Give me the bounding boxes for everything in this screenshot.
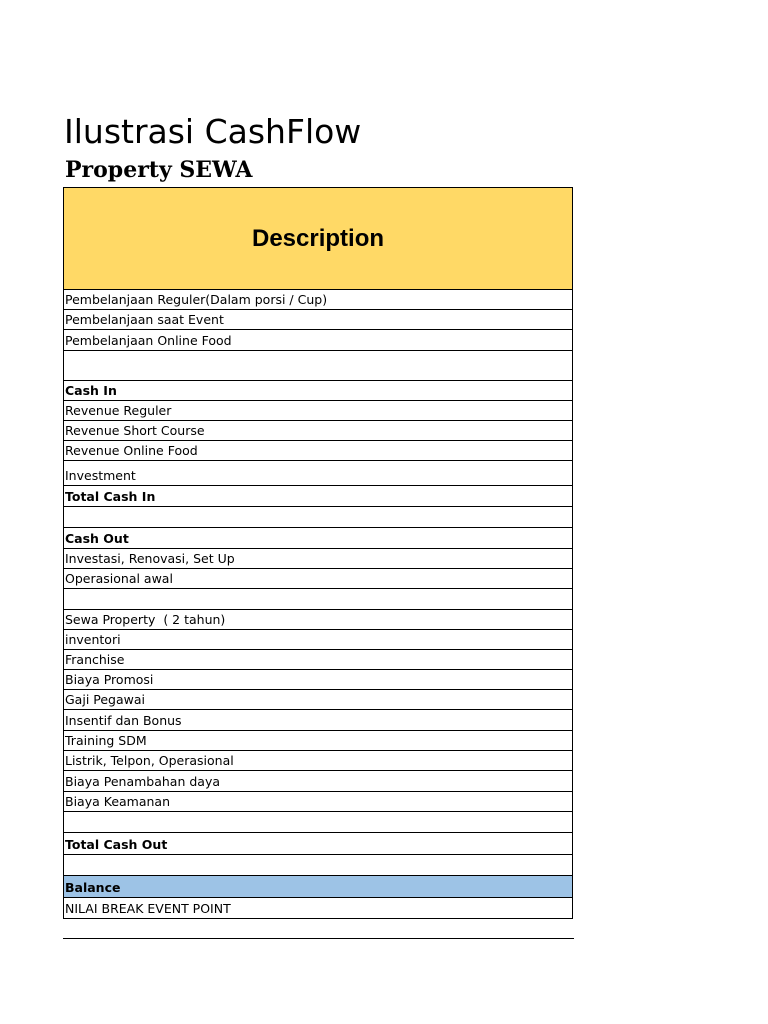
table-row: Cash Out bbox=[64, 528, 572, 549]
table-row: Sewa Property ( 2 tahun) bbox=[64, 610, 572, 630]
table-row: inventori bbox=[64, 630, 572, 650]
table-row: Gaji Pegawai bbox=[64, 690, 572, 710]
table-row bbox=[64, 351, 572, 381]
table-row bbox=[64, 589, 572, 610]
table-row: Biaya Keamanan bbox=[64, 792, 572, 812]
table-row: Franchise bbox=[64, 650, 572, 670]
table-row: Revenue Short Course bbox=[64, 421, 572, 441]
table-row bbox=[64, 507, 572, 528]
table-row: Biaya Promosi bbox=[64, 670, 572, 690]
table-row: Investasi, Renovasi, Set Up bbox=[64, 549, 572, 569]
cashflow-table bbox=[63, 187, 573, 919]
page-subtitle: Property SEWA bbox=[65, 157, 253, 183]
table-row: Revenue Reguler bbox=[64, 401, 572, 421]
table-row: Balance bbox=[64, 876, 572, 898]
table-row: Total Cash Out bbox=[64, 833, 572, 855]
table-header: Description bbox=[64, 188, 572, 290]
table-row: Cash In bbox=[64, 381, 572, 401]
table-row: NILAI BREAK EVENT POINT bbox=[65, 901, 231, 916]
table-row: Insentif dan Bonus bbox=[64, 710, 572, 731]
table-row: Pembelanjaan Reguler(Dalam porsi / Cup) bbox=[64, 290, 572, 310]
table-body bbox=[64, 290, 572, 918]
table-row bbox=[64, 855, 572, 876]
table-row: Investment bbox=[64, 461, 572, 486]
table-row: Listrik, Telpon, Operasional bbox=[64, 751, 572, 771]
table-row: Pembelanjaan saat Event bbox=[64, 310, 572, 330]
page-title: Ilustrasi CashFlow bbox=[64, 112, 362, 151]
table-row: Pembelanjaan Online Food bbox=[64, 330, 572, 351]
table-row: Total Cash In bbox=[64, 486, 572, 507]
table-row: Operasional awal bbox=[64, 569, 572, 589]
footer-divider bbox=[63, 938, 574, 939]
table-row: Revenue Online Food bbox=[64, 441, 572, 461]
table-row bbox=[64, 812, 572, 833]
table-row: Training SDM bbox=[64, 731, 572, 751]
table-row: Biaya Penambahan daya bbox=[64, 771, 572, 792]
